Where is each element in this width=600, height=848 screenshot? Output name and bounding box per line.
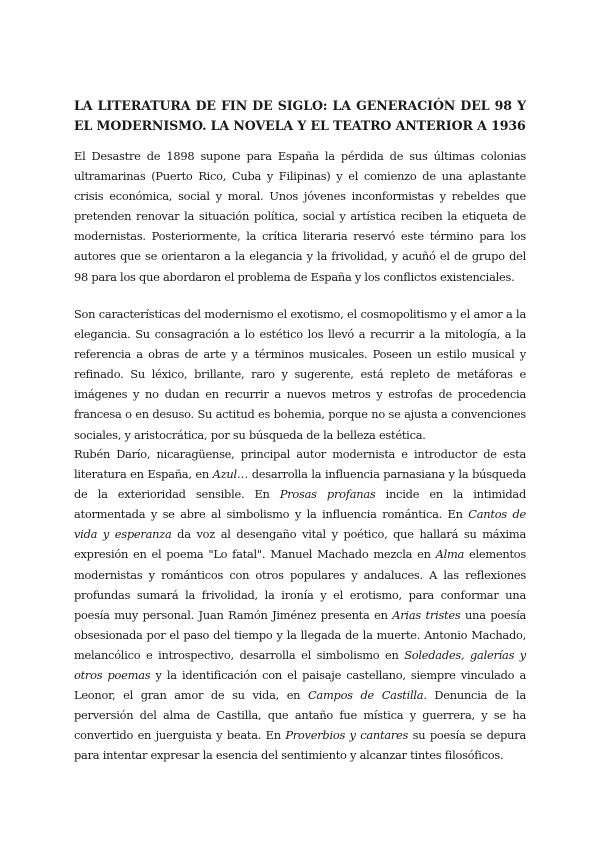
paragraph-autores <box>74 444 526 766</box>
text-segment: su poesía se depura para intentar expresar la esencia del sentimiento y alcanzar tintes filosóficos. <box>74 728 526 763</box>
work-title-proverbios: Proverbios y cantares <box>285 728 409 743</box>
text-segment: una poesía obsesionada por el paso del tiempo y la llegada de la muerte. Antonio Machado, melancólico e introspectivo, desarrolla el simbolismo en <box>74 607 527 662</box>
work-title-arias-tristes: Arias tristes <box>392 607 461 622</box>
work-title-alma: Alma <box>435 547 465 562</box>
work-title-campos-de-castilla: Campos de Castilla <box>307 688 424 703</box>
text-segment: da voz al desengaño vital y poético, que hallará su máxima expresión en el poema "Lo fatal". Manuel Machado mezcla en <box>74 527 526 562</box>
paragraph-caracteristicas-modernismo: Son características del modernismo el exotismo, el cosmopolitismo y el amor a la elegancia. Su consagración a lo estético los llevó a recurrir a la mitología, a la referencia a obras de arte y a términos musicales. Poseen un estilo musical y refinado. Su léxico, brillante, raro y sugerente, está repleto de metáforas e imágenes y no dudan en recurrir a nuevos metros y estrofas de procedencia francesa o en desuso. Su actitud es bohemia, porque no se ajusta a convenciones sociales, y aristocrática, por su búsqueda de la belleza estética. <box>74 307 526 442</box>
text-segment: Rubén Darío, nicaragüense, principal autor modernista e introductor de esta literatura en España, en <box>74 447 526 482</box>
work-title-prosas-profanas: Prosas profanas <box>279 487 376 502</box>
text-segment: y la identificación con el paisaje castellano, siempre vinculado a Leonor, el gran amor de su vida, en <box>74 668 526 703</box>
text-segment: desarrolla la influencia parnasiana y la búsqueda de la exterioridad sensible. En <box>74 467 526 502</box>
work-title-azul: Azul… <box>212 467 249 482</box>
document-title: LA LITERATURA DE FIN DE SIGLO: LA GENERACIÓN DEL 98 Y EL MODERNISMO. LA NOVELA Y EL TEATRO ANTERIOR A 1936 <box>74 98 526 133</box>
text-segment: . Denuncia de la perversión del alma de Castilla, que antaño fue mística y guerrera, y se ha convertido en juerguista y beata. En <box>74 688 526 743</box>
work-title-soledades: Soledades, galerías y otros poemas <box>74 647 526 683</box>
text-segment: elementos modernistas y románticos con otros populares y andaluces. A las reflexiones profundas sumará la frivolidad, la ironía y el erotismo, para conformar una poesía muy personal. Juan Ramón Jiménez presenta en <box>74 547 526 622</box>
text-segment: incide en la intimidad atormentada y se abre al simbolismo y la influencia romántica. En <box>74 487 526 522</box>
work-title-cantos-de-vida: Cantos de vida y esperanza <box>74 507 527 542</box>
paragraph-desastre-1898: El Desastre de 1898 supone para España la pérdida de sus últimas colonias ultramarinas (Puerto Rico, Cuba y Filipinas) y el comienzo de una aplastante crisis económica, social y moral. Unos jóvenes inconformistas y rebeldes que pretenden renovar la situación política, social y artística reciben la etiqueta de modernistas. Posteriormente, la crítica literaria reservó este término para los autores que se orientaron a la elegancia y la frivolidad, y acuñó el de grupo del 98 para los que abordaron el problema de España y los conflictos existenciales. <box>74 149 526 284</box>
